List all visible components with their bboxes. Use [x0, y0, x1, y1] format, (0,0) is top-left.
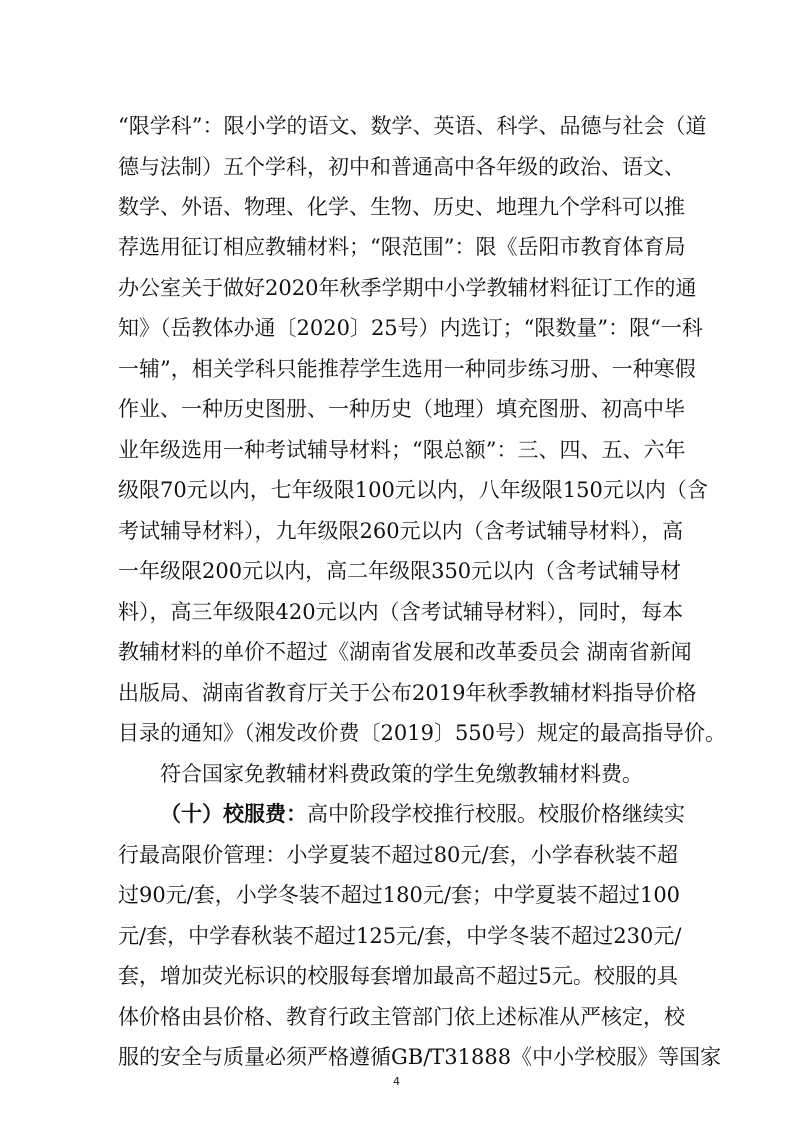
paragraph-line: 知》（岳教体办通〔2020〕25号）内选订；“限数量”：限“一科 — [118, 316, 703, 340]
section-10-first-line — [160, 794, 685, 834]
section-10-first-line-text: 高中阶段学校推行校服。校服价格继续实 — [307, 802, 685, 826]
paragraph-line: 办公室关于做好2020年秋季学期中小学教辅材料征订工作的通 — [118, 276, 697, 300]
paragraph-line: 级限70元以内，七年级限100元以内，八年级限150元以内（含 — [118, 478, 708, 502]
page-number: 4 — [393, 1075, 400, 1088]
paragraph-line: 行最高限价管理：小学夏装不超过80元/套，小学春秋装不超 — [118, 843, 678, 867]
paragraph-line: 一年级限200元以内，高二年级限350元以内（含考试辅导材 — [118, 559, 682, 583]
paragraph-line: 服的安全与质量必须严格遵循GB/T31888《中小学校服》等国家 — [118, 1045, 722, 1069]
paragraph-line: 一辅”，相关学科只能推荐学生选用一种同步练习册、一种寒假 — [118, 357, 696, 381]
paragraph-line: 体价格由县价格、教育行政主管部门依上述标准从严核定，校 — [118, 1005, 685, 1029]
section-10-heading: （十）校服费： — [160, 801, 307, 826]
paragraph-exemption: 符合国家免教辅材料费政策的学生免缴教辅材料费。 — [160, 762, 643, 786]
paragraph-line: 作业、一种历史图册、一种历史（地理）填充图册、初高中毕 — [118, 397, 685, 421]
paragraph-line: 数学、外语、物理、化学、生物、历史、地理九个学科可以推 — [118, 195, 685, 219]
paragraph-line: 业年级选用一种考试辅导材料；“限总额”：三、四、五、六年 — [118, 438, 686, 462]
paragraph-line: 元/套，中学春秋装不超过125元/套，中学冬装不超过230元/ — [118, 924, 682, 948]
paragraph-line: 目录的通知》（湘发改价费〔2019〕550号）规定的最高指导价。 — [118, 721, 727, 745]
paragraph-line: “限学科”：限小学的语文、数学、英语、科学、品德与社会（道 — [118, 114, 707, 138]
paragraph-line: 荐选用征订相应教辅材料；“限范围”：限《岳阳市教育体育局 — [118, 235, 686, 259]
paragraph-line: 出版局、湖南省教育厅关于公布2019年秋季教辅材料指导价格 — [118, 681, 697, 705]
paragraph-line: 套，增加荧光标识的校服每套增加最高不超过5元。校服的具 — [118, 964, 678, 988]
paragraph-line: 料），高三年级限420元以内（含考试辅导材料），同时，每本 — [118, 600, 684, 624]
paragraph-line: 教辅材料的单价不超过《湖南省发展和改革委员会 湖南省新闻 — [118, 640, 692, 664]
paragraph-line: 德与法制）五个学科，初中和普通高中各年级的政治、语文、 — [118, 155, 685, 179]
paragraph-line: 过90元/套，小学冬装不超过180元/套；中学夏装不超过100 — [118, 883, 681, 907]
paragraph-line: 考试辅导材料），九年级限260元以内（含考试辅导材料），高 — [118, 519, 684, 543]
